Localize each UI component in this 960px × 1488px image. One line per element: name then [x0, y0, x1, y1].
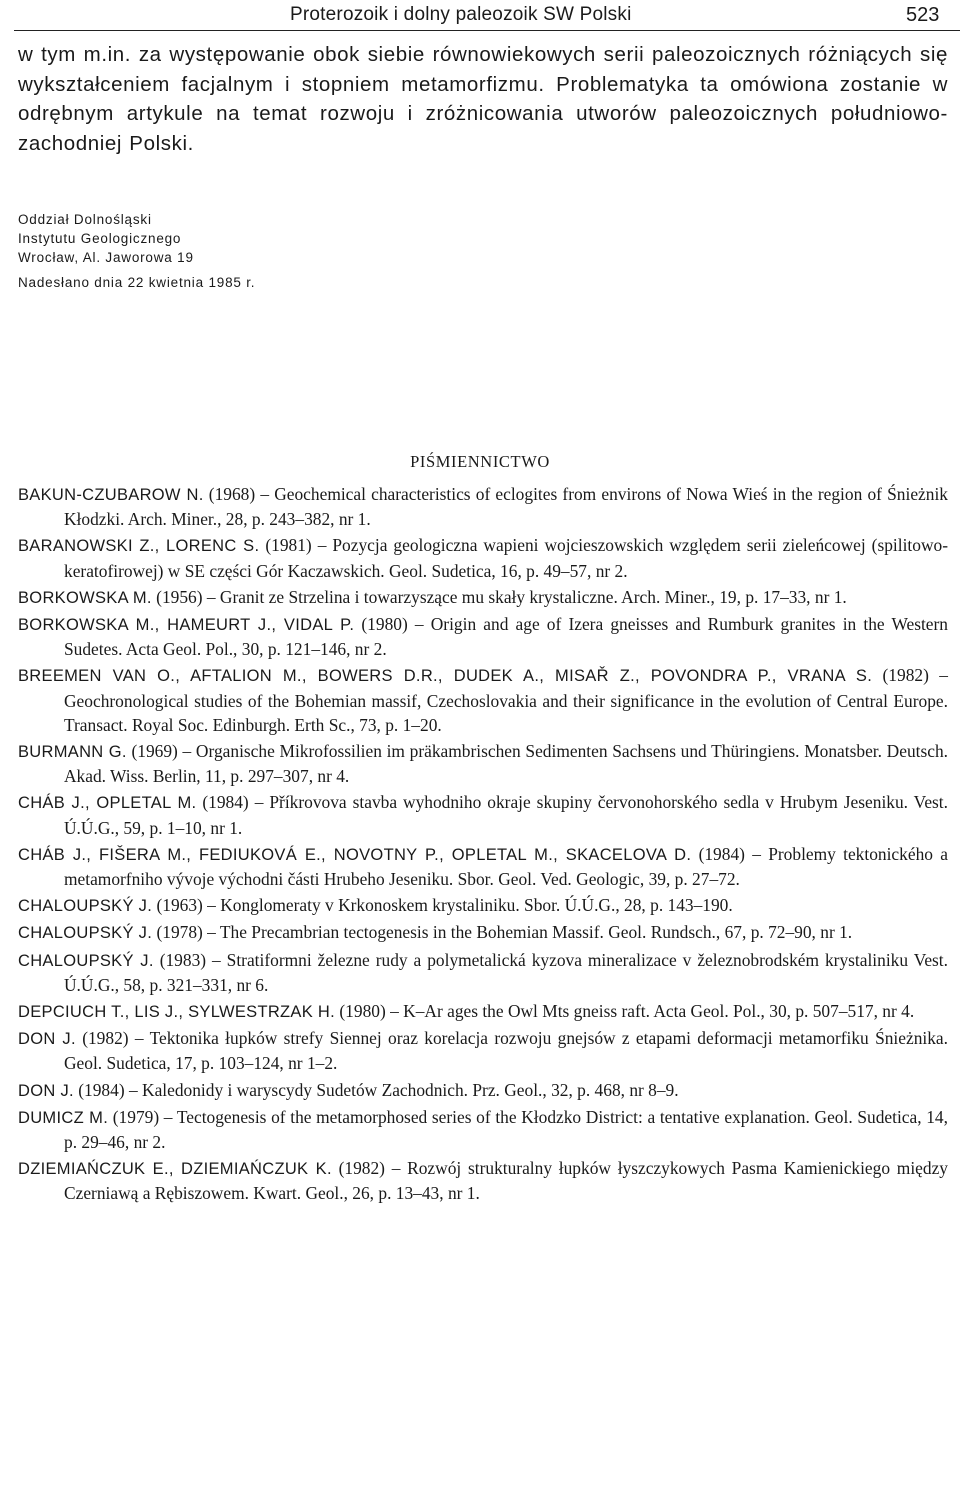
intro-section	[18, 40, 948, 158]
reference-authors: CHALOUPSKÝ J.	[18, 897, 153, 916]
author-affiliation	[18, 210, 418, 267]
reference-entry	[18, 585, 948, 610]
reference-authors: BREEMEN VAN O., AFTALION M., BOWERS D.R., DUDEK A., MISAŘ Z., POVONDRA P., VRANA S.	[18, 667, 873, 686]
reference-text: (1969) – Organische Mikrofossilien im präkambrischen Sedimenten Sachsens und Thüringiens. Monatsber. Deutsch. Akad. Wiss. Berlin, 11, p. 297–307, nr 4.	[64, 741, 948, 787]
affiliation-line: Oddział Dolnośląski	[18, 212, 152, 227]
reference-authors: DUMICZ M.	[18, 1108, 109, 1127]
header-rule	[14, 30, 960, 31]
reference-text: (1956) – Granit ze Strzelina i towarzyszące mu skały krystaliczne. Arch. Miner., 19, p. 17–33, nr 1.	[156, 586, 847, 607]
reference-entry	[18, 482, 948, 531]
reference-authors: BAKUN-CZUBAROW N.	[18, 486, 204, 504]
reference-entry	[18, 842, 948, 891]
page-number: 523	[906, 4, 940, 26]
reference-entry	[18, 663, 948, 737]
reference-text: (1978) – The Precambrian tectogenesis in the Bohemian Massif. Geol. Rundsch., 67, p. 72–90, nr 1.	[156, 922, 853, 943]
reference-authors: CHÁB J., OPLETAL M.	[18, 794, 197, 813]
running-head	[0, 0, 960, 36]
reference-text: (1982) – Geochronological studies of the Bohemian massif, Czechoslovakia and their significance in the evolution of Central Europe. Transact. Royal Soc. Edinburgh. Erth Sc., 73, p. 1–20.	[64, 665, 948, 735]
running-head-title: Proterozoik i dolny paleozoik SW Polski	[290, 4, 632, 25]
reference-text: (1963) – Konglomeraty v Krkonoskem krystaliniku. Sbor. Ú.Ú.G., 28, p. 143–190.	[156, 895, 733, 916]
reference-entry	[18, 893, 948, 918]
reference-text: (1980) – K–Ar ages the Owl Mts gneiss raft. Acta Geol. Pol., 30, p. 507–517, nr 4.	[339, 1001, 915, 1022]
reference-entry	[18, 612, 948, 661]
reference-entry	[18, 1026, 948, 1075]
reference-authors: BORKOWSKA M., HAMEURT J., VIDAL P.	[18, 616, 355, 635]
reference-entry	[18, 948, 948, 997]
reference-text: (1984) – Problemy tektonického a metamorfniho vývoje východni části Hrubeho Jeseniku. Sbor. Geol. Ved. Geologic, 39, p. 27–72.	[64, 843, 948, 890]
reference-text: (1979) – Tectogenesis of the metamorphosed series of the Kłodzko District: a tentative explanation. Geol. Sudetica, 14, p. 29–46, nr 2.	[64, 1106, 948, 1153]
reference-entry	[18, 999, 948, 1024]
reference-authors: BORKOWSKA M.	[18, 588, 152, 607]
received-date: Nadesłano dnia 22 kwietnia 1985 r.	[18, 275, 256, 290]
reference-entry	[18, 1156, 948, 1205]
reference-entry	[18, 1078, 948, 1103]
reference-text: (1980) – Origin and age of Izera gneisses and Rumburk granites in the Western Sudetes. Acta Geol. Pol., 30, p. 121–146, nr 2.	[64, 614, 949, 660]
reference-authors: DON J.	[18, 1030, 76, 1049]
reference-entry	[18, 739, 948, 788]
reference-entry	[18, 1105, 948, 1154]
reference-authors: BARANOWSKI Z., LORENC S.	[18, 537, 260, 556]
intro-paragraph: w tym m.in. za występowanie obok siebie równowiekowych serii paleozoicznych różniących się wykształceniem facjalnym i stopniem metamorfizmu. Problematyka ta omówiona zostanie w odrębnym artykule na temat rozwoju i zróżnicowania utworów paleozoicznych południowo-zachodniej Polski.	[18, 43, 948, 155]
references-list	[18, 482, 948, 1208]
reference-text: (1982) – Tektonika łupków strefy Siennej oraz korelacja rozwoju gnejsów z etapami deformacji metamorfiku Śnieżnika. Geol. Sudetica, 17, p. 103–124, nr 1–2.	[64, 1028, 948, 1074]
reference-authors: BURMANN G.	[18, 743, 127, 762]
reference-entry	[18, 920, 948, 945]
affiliation-line: Instytutu Geologicznego	[18, 231, 182, 246]
reference-authors: CHALOUPSKÝ J.	[18, 951, 154, 970]
reference-entry	[18, 533, 948, 582]
reference-text: (1982) – Rozwój strukturalny łupków łyszczykowych Pasma Kamienickiego między Czerniawą a Rębiszowem. Kwart. Geol., 26, p. 13–43, nr 1.	[64, 1158, 948, 1204]
reference-text: (1981) – Pozycja geologiczna wapieni wojcieszowskich względem serii zieleńcowej (spilitowo-keratofirowej) w SE części Gór Kaczawskich. Geol. Sudetica, 16, p. 49–57, nr 2.	[64, 535, 948, 581]
reference-entry	[18, 790, 948, 839]
reference-authors: DEPCIUCH T., LIS J., SYLWESTRZAK H.	[18, 1003, 336, 1022]
references-heading: PIŚMIENNICTWO	[410, 452, 550, 471]
reference-text: (1968) – Geochemical characteristics of eclogites from environs of Nowa Wieś in the region of Śnieżnik Kłodzki. Arch. Miner., 28, p. 243–382, nr 1.	[64, 484, 948, 530]
reference-authors: DON J.	[18, 1081, 74, 1100]
affiliation-line: Wrocław, Al. Jaworowa 19	[18, 250, 194, 265]
reference-authors: CHALOUPSKÝ J.	[18, 924, 153, 943]
reference-text: (1983) – Stratiformni železne rudy a polymetalická kyzova mineralizace v železnobrodském krystaliniku Vest. Ú.Ú.G., 58, p. 321–331, nr 6.	[64, 949, 948, 995]
reference-text: (1984) – Příkrovova stavba wyhodniho okraje skupiny červonohorského sedla v Hrubym Jeseniku. Vest. Ú.Ú.G., 59, p. 1–10, nr 1.	[64, 792, 948, 838]
reference-authors: DZIEMIAŃCZUK E., DZIEMIAŃCZUK K.	[18, 1160, 332, 1179]
reference-authors: CHÁB J., FIŠERA M., FEDIUKOVÁ E., NOVOTNY P., OPLETAL M., SKACELOVA D.	[18, 845, 692, 864]
reference-text: (1984) – Kaledonidy i waryscydy Sudetów Zachodnich. Prz. Geol., 32, p. 468, nr 8–9.	[78, 1079, 679, 1100]
